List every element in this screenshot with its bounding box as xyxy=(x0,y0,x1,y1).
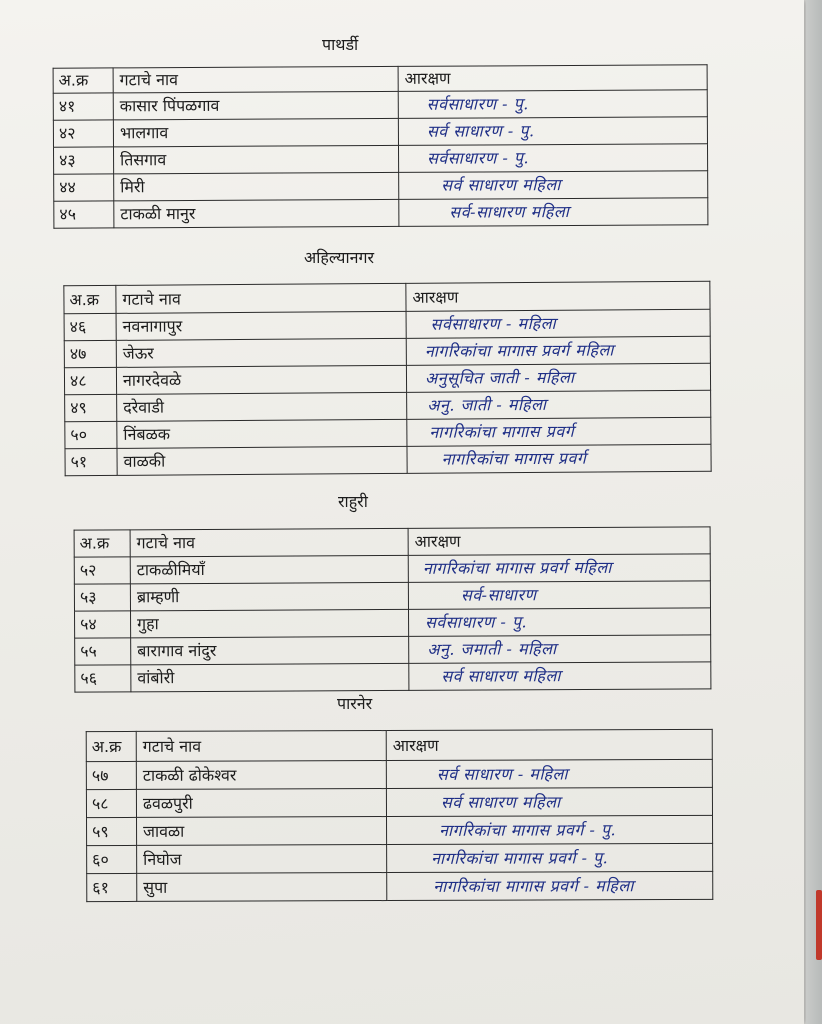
table-header-row xyxy=(64,281,710,314)
row-reservation xyxy=(409,662,711,691)
row-reservation xyxy=(398,144,707,173)
row-group-name: जावळा xyxy=(137,817,387,846)
row-reservation xyxy=(408,581,710,610)
header-reservation: आरक्षण xyxy=(408,527,710,556)
handwritten-reservation: नागरिकांचा मागास प्रवर्ग xyxy=(441,448,587,469)
row-serial: ४१ xyxy=(53,93,113,120)
handwritten-reservation: सर्व साधारण - पु. xyxy=(426,121,535,141)
row-reservation xyxy=(386,759,712,788)
row-reservation xyxy=(407,417,711,446)
table-row xyxy=(74,581,710,611)
row-group-name: टाकळी ढोकेश्वर xyxy=(136,761,386,790)
row-serial: ४५ xyxy=(54,201,114,228)
handwritten-reservation: नागरिकांचा मागास प्रवर्ग - पु. xyxy=(431,847,609,868)
red-edge-mark xyxy=(816,890,822,960)
handwritten-reservation: सर्व साधारण महिला xyxy=(441,175,561,195)
table-row xyxy=(65,444,711,476)
reservation-table-parner xyxy=(86,729,714,902)
row-group-name: मिरी xyxy=(114,172,399,200)
section-title-rahuri: राहुरी xyxy=(338,492,368,511)
reservation-table-pathardi xyxy=(53,64,709,228)
table-row xyxy=(53,117,707,147)
row-reservation xyxy=(387,871,713,900)
row-serial: ४९ xyxy=(65,394,117,421)
row-serial: ४२ xyxy=(53,120,113,147)
handwritten-reservation: अनुसूचित जाती - महिला xyxy=(424,367,575,388)
row-serial: ५१ xyxy=(65,448,117,475)
header-serial: अ.क्र xyxy=(64,285,116,313)
table-row xyxy=(86,787,712,817)
handwritten-reservation: सर्वसाधारण - पु. xyxy=(425,612,528,632)
row-group-name: निंबळक xyxy=(117,419,407,448)
row-serial: ४७ xyxy=(64,340,116,367)
row-group-name: कासार पिंपळगाव xyxy=(113,91,398,119)
row-serial: ४६ xyxy=(64,313,116,340)
handwritten-reservation: सर्वसाधारण - महिला xyxy=(430,313,557,334)
header-serial: अ.क्र xyxy=(86,731,136,761)
header-group-name: गटाचे नाव xyxy=(116,283,406,313)
row-reservation xyxy=(406,309,710,338)
row-serial: ५० xyxy=(65,421,117,448)
row-reservation xyxy=(387,815,713,844)
handwritten-reservation: अनु. जमाती - महिला xyxy=(427,639,557,659)
header-serial: अ.क्र xyxy=(53,68,113,93)
section-title-parner: पारनेर xyxy=(337,694,373,713)
header-group-name: गटाचे नाव xyxy=(113,66,398,92)
row-group-name: वांबोरी xyxy=(131,663,409,691)
row-serial: ४३ xyxy=(53,147,113,174)
row-group-name: भालगाव xyxy=(113,118,398,146)
handwritten-reservation: सर्वसाधारण - पु. xyxy=(427,148,530,168)
reservation-table-ahilyanagar xyxy=(63,281,711,477)
row-serial: ५८ xyxy=(86,789,136,817)
row-reservation xyxy=(387,843,713,872)
table-header-row xyxy=(74,527,710,557)
row-serial: ५२ xyxy=(74,557,130,584)
row-group-name: गुहा xyxy=(131,609,409,637)
row-reservation xyxy=(407,444,711,473)
handwritten-reservation: अनु. जाती - महिला xyxy=(427,394,547,415)
row-serial: ५३ xyxy=(74,584,130,611)
table-row xyxy=(53,144,707,174)
row-serial: ५९ xyxy=(87,817,137,845)
handwritten-reservation: सर्वसाधारण - पु. xyxy=(426,94,529,114)
row-group-name: ब्राम्हणी xyxy=(130,582,408,610)
row-group-name: वाळकी xyxy=(117,446,407,475)
row-serial: ५७ xyxy=(86,761,136,789)
row-group-name: ढवळपुरी xyxy=(136,789,386,818)
header-reservation: आरक्षण xyxy=(398,65,707,92)
row-reservation xyxy=(407,390,711,419)
row-group-name: टाकळी मानुर xyxy=(114,199,399,227)
header-serial: अ.क्र xyxy=(74,530,130,557)
handwritten-reservation: सर्व साधारण महिला xyxy=(440,791,561,812)
table-header-row xyxy=(86,729,712,761)
table-row xyxy=(75,635,711,665)
row-serial: ४४ xyxy=(54,174,114,201)
section-title-ahilyanagar: अहिल्यानगर xyxy=(304,248,375,267)
row-group-name: नागरदेवळे xyxy=(116,365,406,394)
handwritten-reservation: सर्व-साधारण xyxy=(460,585,537,605)
row-serial: ५४ xyxy=(75,611,131,638)
row-group-name: तिसगाव xyxy=(113,145,398,173)
handwritten-reservation: नागरिकांचा मागास प्रवर्ग महिला xyxy=(422,557,612,578)
header-group-name: गटाचे नाव xyxy=(136,731,386,762)
row-serial: ६१ xyxy=(87,873,137,901)
section-title-pathardi: पाथर्डी xyxy=(322,35,359,54)
header-reservation: आरक्षण xyxy=(386,729,712,760)
handwritten-reservation: नागरिकांचा मागास प्रवर्ग - महिला xyxy=(433,875,634,896)
table-row xyxy=(74,554,710,584)
row-group-name: दरेवाडी xyxy=(117,392,407,421)
table-row xyxy=(87,815,713,845)
row-group-name: टाकळीमियाँ xyxy=(130,555,408,583)
table-row xyxy=(75,608,711,638)
row-reservation xyxy=(406,336,710,365)
table-row xyxy=(75,662,711,692)
table-row xyxy=(86,759,712,789)
header-reservation: आरक्षण xyxy=(406,281,710,311)
table-row xyxy=(53,90,707,120)
table-row xyxy=(54,171,708,201)
table-header-row xyxy=(53,65,707,93)
row-reservation xyxy=(409,635,711,664)
table-row xyxy=(54,198,708,228)
table-row xyxy=(87,843,713,873)
handwritten-reservation: सर्व साधारण महिला xyxy=(441,666,562,686)
row-reservation xyxy=(398,117,707,146)
row-reservation xyxy=(408,554,710,583)
row-group-name: सुपा xyxy=(137,873,387,902)
row-reservation xyxy=(406,363,710,392)
row-group-name: निघोज xyxy=(137,845,387,874)
row-serial: ४८ xyxy=(64,367,116,394)
row-group-name: बारागाव नांदुर xyxy=(131,636,409,664)
handwritten-reservation: सर्व साधारण - महिला xyxy=(436,763,569,784)
row-group-name: जेऊर xyxy=(116,338,406,367)
row-reservation xyxy=(399,171,708,200)
page-edge-background xyxy=(806,0,822,1024)
row-serial: ५६ xyxy=(75,665,131,692)
row-reservation xyxy=(398,90,707,119)
row-group-name: नवनागापुर xyxy=(116,311,406,340)
row-serial: ६० xyxy=(87,845,137,873)
header-group-name: गटाचे नाव xyxy=(130,528,408,556)
handwritten-reservation: नागरिकांचा मागास प्रवर्ग महिला xyxy=(424,340,614,361)
row-reservation xyxy=(408,608,710,637)
row-reservation xyxy=(399,198,708,227)
row-reservation xyxy=(386,787,712,816)
reservation-table-rahuri xyxy=(74,526,712,692)
table-row xyxy=(87,871,713,901)
row-serial: ५५ xyxy=(75,638,131,665)
handwritten-reservation: सर्व-साधारण महिला xyxy=(449,202,570,222)
handwritten-reservation: नागरिकांचा मागास प्रवर्ग - पु. xyxy=(439,819,617,840)
handwritten-reservation: नागरिकांचा मागास प्रवर्ग xyxy=(429,421,575,442)
